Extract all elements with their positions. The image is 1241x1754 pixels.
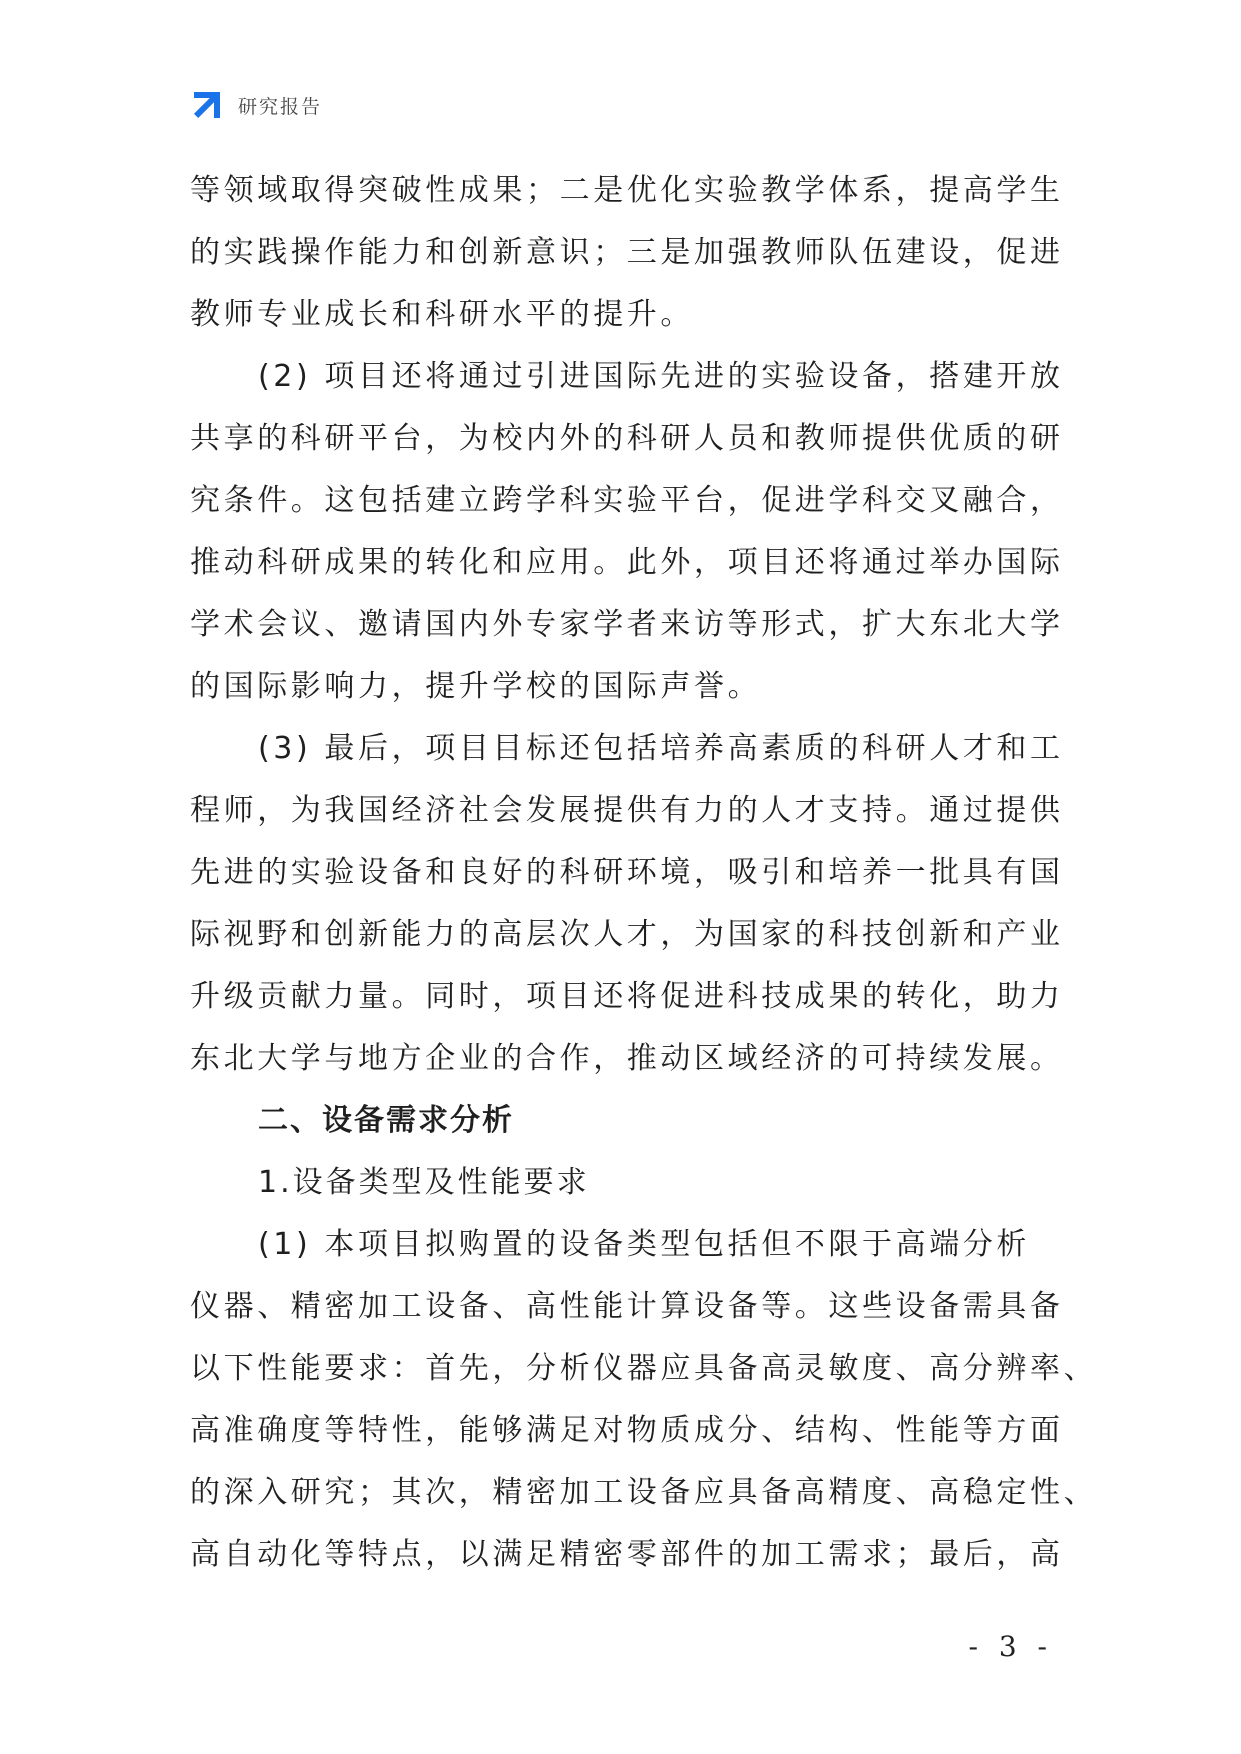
body-line: 等领域取得突破性成果；二是优化实验教学体系，提高学生 [190, 173, 1064, 208]
subsection-heading: 1.设备类型及性能要求 [258, 1165, 590, 1200]
paragraph-first-line: (2) 项目还将通过引进国际先进的实验设备，搭建开放 [258, 359, 1064, 394]
arrow-logo-icon [190, 88, 224, 122]
body-line: 学术会议、邀请国内外专家学者来访等形式，扩大东北大学 [190, 607, 1064, 642]
body-line: 升级贡献力量。同时，项目还将促进科技成果的转化，助力 [190, 979, 1064, 1014]
body-line: 仪器、精密加工设备、高性能计算设备等。这些设备需具备 [190, 1289, 1064, 1324]
paragraph-first-line: (3) 最后，项目目标还包括培养高素质的科研人才和工 [258, 731, 1064, 766]
header-title: 研究报告 [238, 95, 323, 118]
body-line: 以下性能要求：首先，分析仪器应具备高灵敏度、高分辨率、 [190, 1351, 1098, 1386]
body-line: 际视野和创新能力的高层次人才，为国家的科技创新和产业 [190, 917, 1064, 952]
body-line: 的国际影响力，提升学校的国际声誉。 [190, 669, 762, 704]
body-line: 教师专业成长和科研水平的提升。 [190, 297, 694, 332]
body-line: 的实践操作能力和创新意识；三是加强教师队伍建设，促进 [190, 235, 1064, 270]
body-line: 东北大学与地方企业的合作，推动区域经济的可持续发展。 [190, 1041, 1064, 1076]
body-line: 推动科研成果的转化和应用。此外，项目还将通过举办国际 [190, 545, 1064, 580]
body-line: 究条件。这包括建立跨学科实验平台，促进学科交叉融合， [190, 483, 1064, 518]
body-line: 高准确度等特性，能够满足对物质成分、结构、性能等方面 [190, 1413, 1064, 1448]
body-line: 共享的科研平台，为校内外的科研人员和教师提供优质的研 [190, 421, 1064, 456]
document-body [190, 160, 1098, 1586]
body-line: 高自动化等特点，以满足精密零部件的加工需求；最后，高 [190, 1537, 1064, 1572]
body-line: 的深入研究；其次，精密加工设备应具备高精度、高稳定性、 [190, 1475, 1098, 1510]
paragraph-first-line: (1) 本项目拟购置的设备类型包括但不限于高端分析 [258, 1227, 1031, 1262]
page-number: - 3 - [968, 1630, 1053, 1663]
body-line: 先进的实验设备和良好的科研环境，吸引和培养一批具有国 [190, 855, 1064, 890]
body-line: 程师，为我国经济社会发展提供有力的人才支持。通过提供 [190, 793, 1064, 828]
section-heading: 二、设备需求分析 [258, 1103, 514, 1138]
page-header [190, 88, 322, 122]
